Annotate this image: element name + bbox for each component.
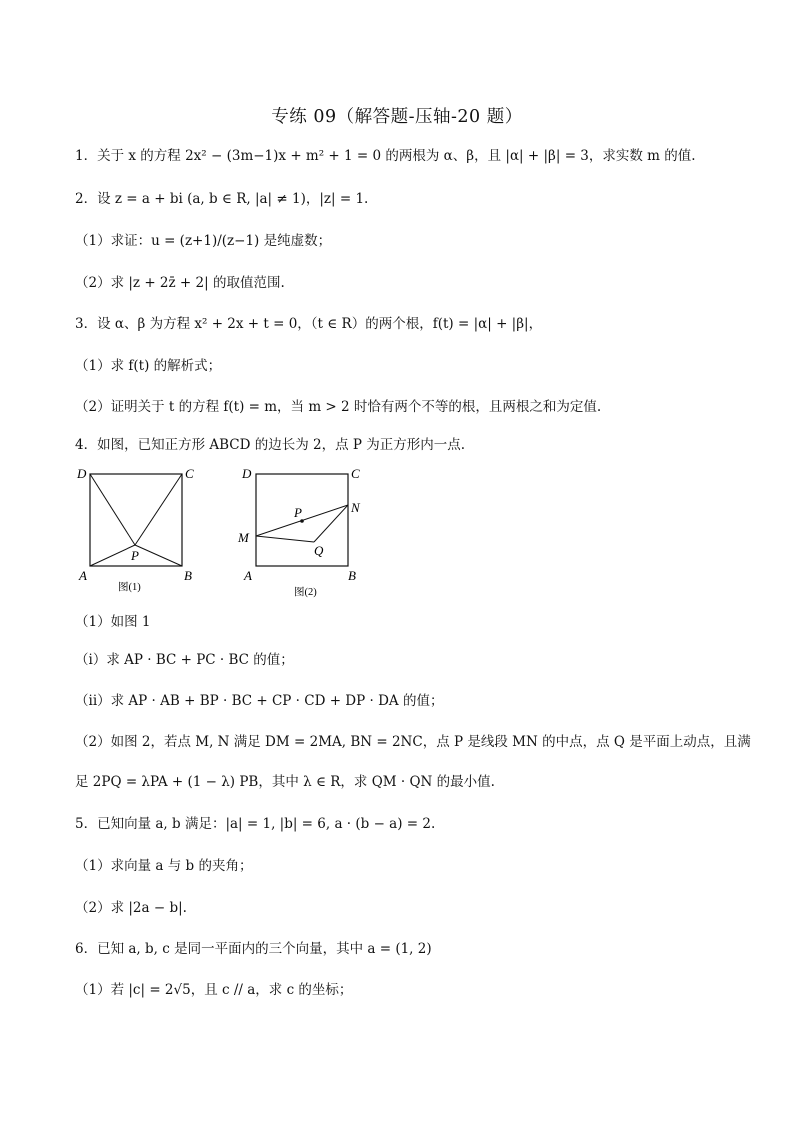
figure-1 — [70, 462, 205, 597]
problem-5-part-2: （2）求 |2a − b|. — [75, 900, 187, 916]
fig2-label-p: P — [294, 505, 302, 520]
problem-1-text: 1．关于 x 的方程 2x² − (3m−1)x + m² + 1 = 0 的两根为 α、β，且 |α| + |β| = 3，求实数 m 的值. — [75, 148, 696, 164]
problem-4-part-2-cont: 足 2PQ = λPA + (1 − λ) PB，其中 λ ∈ R，求 QM · QN 的最小值. — [75, 774, 495, 790]
fig2-label-b: B — [348, 568, 356, 583]
problem-2-part-2: （2）求 |z + 2z̄ + 2| 的取值范围. — [75, 275, 285, 291]
fig2-label-m: M — [238, 530, 249, 545]
fig1-label-d: D — [77, 466, 87, 481]
fig1-caption: 图(1) — [118, 582, 141, 593]
problem-6-part-1: （1）若 |c| = 2√5，且 c // a，求 c 的坐标； — [75, 982, 353, 998]
problem-5-part-1: （1）求向量 a 与 b 的夹角； — [75, 858, 253, 874]
fig1-label-a: A — [79, 568, 87, 583]
page-title: 专练 09（解答题-压轴-20 题） — [271, 107, 523, 127]
problem-3-part-2: （2）证明关于 t 的方程 f(t) = m，当 m > 2 时恰有两个不等的根，且两根之和为定值. — [75, 399, 602, 415]
problem-4-text: 4．如图，已知正方形 ABCD 的边长为 2，点 P 为正方形内一点. — [75, 437, 466, 453]
problem-4-part-1-i: （i）求 AP · BC + PC · BC 的值； — [75, 652, 294, 668]
fig1-label-c: C — [185, 466, 194, 481]
problem-4-part-1-ii: （ii）求 AP · AB + BP · BC + CP · CD + DP · DA 的值； — [75, 693, 444, 709]
fig2-label-d: D — [242, 466, 252, 481]
fig2-label-a: A — [244, 568, 252, 583]
problem-3-text: 3．设 α、β 为方程 x² + 2x + t = 0，（t ∈ R）的两个根，f(t) = |α| + |β|， — [75, 316, 543, 332]
problem-6-text: 6．已知 a, b, c 是同一平面内的三个向量，其中 a = (1, 2) — [75, 941, 432, 957]
figure-2 — [232, 462, 372, 602]
problem-2-part-1: （1）求证：u = (z+1)/(z−1) 是纯虚数； — [75, 233, 332, 249]
fig1-label-p: P — [131, 548, 139, 563]
fig2-label-q: Q — [314, 543, 324, 558]
fig1-label-b: B — [184, 568, 192, 583]
problem-3-part-1: （1）求 f(t) 的解析式； — [75, 358, 222, 374]
fig2-caption: 图(2) — [294, 587, 317, 598]
fig2-label-c: C — [351, 466, 360, 481]
problem-2-text: 2．设 z = a + bi (a, b ∈ R, |a| ≠ 1)，|z| = 1. — [75, 191, 369, 207]
problem-4-part-2: （2）如图 2，若点 M, N 满足 DM = 2MA, BN = 2NC，点 P 是线段 MN 的中点，点 Q 是平面上动点，且满 — [75, 734, 751, 750]
fig2-label-n: N — [351, 500, 360, 515]
problem-4-part-1: （1）如图 1 — [75, 614, 151, 630]
problem-5-text: 5．已知向量 a, b 满足：|a| = 1, |b| = 6, a · (b − a) = 2. — [75, 816, 436, 832]
